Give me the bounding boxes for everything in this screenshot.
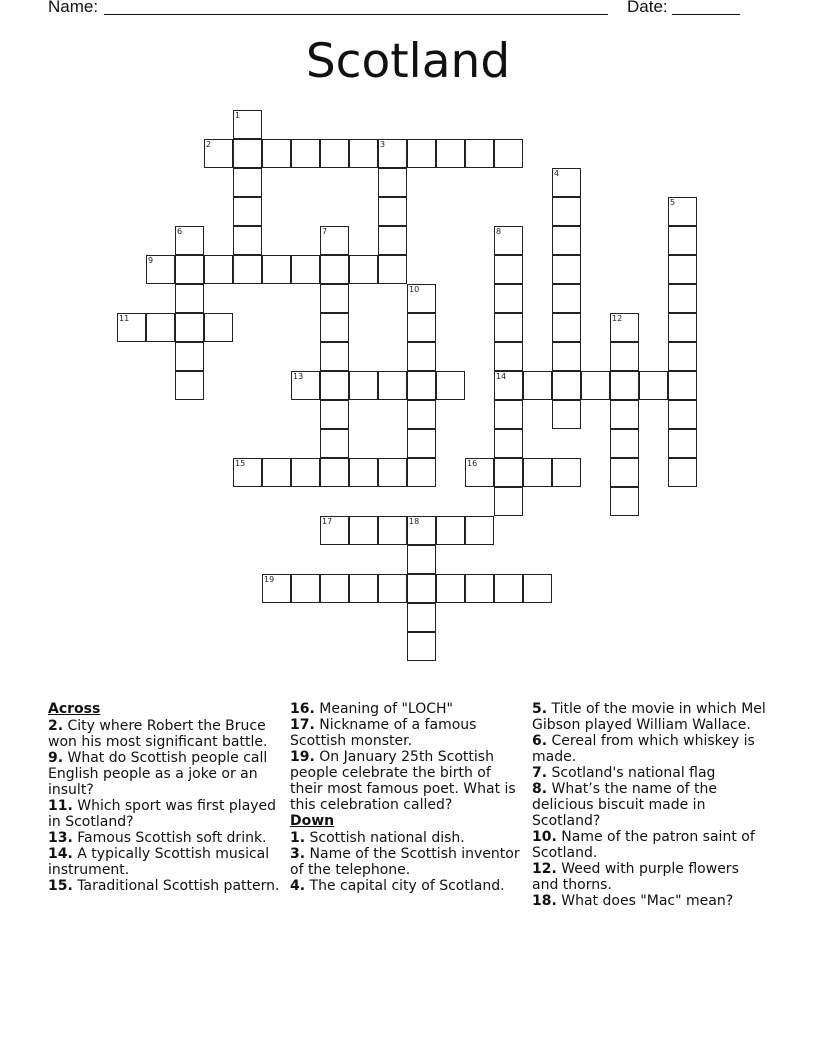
grid-cell[interactable] [465,458,494,487]
grid-cell[interactable] [494,255,523,284]
grid-cell[interactable] [552,371,581,400]
grid-cell[interactable] [610,400,639,429]
clue-across-14 [48,846,280,878]
grid-cell[interactable] [639,371,668,400]
grid-cell[interactable] [175,342,204,371]
grid-cell[interactable] [378,516,407,545]
clue-number-label: 16 [467,459,478,468]
clue-number: 17. [290,717,315,733]
clue-text: Weed with purple flowers and thorns. [532,861,739,893]
clue-number-label: 7 [322,227,328,236]
clue-number-label: 12 [612,314,623,323]
grid-cell[interactable] [320,255,349,284]
grid-cell[interactable] [378,197,407,226]
clue-number-label: 18 [409,517,420,526]
grid-cell[interactable] [407,139,436,168]
grid-cell[interactable] [668,342,697,371]
grid-cell[interactable] [262,574,291,603]
clue-text: Nickname of a famous Scottish monster. [290,717,477,749]
clue-text: Cereal from which whiskey is made. [532,733,755,765]
clue-number: 2. [48,718,64,734]
grid-cell[interactable] [494,371,523,400]
grid-cell[interactable] [320,429,349,458]
clue-text: Meaning of "LOCH" [319,701,453,717]
grid-cell[interactable] [436,516,465,545]
clue-number-label: 2 [206,140,212,149]
clue-down-1 [290,830,522,846]
grid-cell[interactable] [146,313,175,342]
grid-cell[interactable] [494,284,523,313]
grid-cell[interactable] [349,139,378,168]
clue-text: Title of the movie in which Mel Gibson played William Wallace. [532,701,766,733]
grid-cell[interactable] [610,429,639,458]
grid-cell[interactable] [610,371,639,400]
grid-cell[interactable] [494,487,523,516]
clue-number-label: 15 [235,459,246,468]
grid-cell[interactable] [552,255,581,284]
grid-cell[interactable] [320,139,349,168]
clue-number: 6. [532,733,548,749]
grid-cell[interactable] [262,139,291,168]
grid-cell[interactable] [117,313,146,342]
clue-down-10 [532,829,768,861]
clue-text: What’s the name of the delicious biscuit made in Scotland? [532,781,717,829]
grid-cell[interactable] [320,226,349,255]
grid-cell[interactable] [233,226,262,255]
grid-cell[interactable] [378,371,407,400]
puzzle-title: Scotland [305,34,511,89]
grid-cell[interactable] [465,139,494,168]
clue-number: 19. [290,749,315,765]
grid-cell[interactable] [668,313,697,342]
clue-text: What do Scottish people call English people as a joke or an insult? [48,750,268,798]
clue-number-label: 1 [235,111,241,120]
clue-number-label: 17 [322,517,333,526]
grid-cell[interactable] [494,574,523,603]
grid-cell[interactable] [610,487,639,516]
grid-cell[interactable] [494,226,523,255]
grid-cell[interactable] [552,197,581,226]
grid-cell[interactable] [204,139,233,168]
grid-cell[interactable] [407,458,436,487]
clue-text: On January 25th Scottish people celebrate the birth of their most famous poet. What is this celebration called? [290,749,516,813]
grid-cell[interactable] [233,110,262,139]
grid-cell[interactable] [552,284,581,313]
grid-cell[interactable] [407,313,436,342]
clue-number: 7. [532,765,548,781]
grid-cell[interactable] [494,139,523,168]
clue-text: Famous Scottish soft drink. [77,830,267,846]
grid-cell[interactable] [233,458,262,487]
clue-down-7 [532,765,768,781]
grid-cell[interactable] [552,226,581,255]
grid-cell[interactable] [523,458,552,487]
grid-cell[interactable] [320,516,349,545]
grid-cell[interactable] [378,226,407,255]
clue-column-1 [48,701,280,894]
grid-cell[interactable] [407,574,436,603]
clue-across-16 [290,701,522,717]
grid-cell[interactable] [204,313,233,342]
grid-cell[interactable] [320,400,349,429]
clue-number: 1. [290,830,306,846]
clue-text: Which sport was first played in Scotland? [48,798,277,830]
grid-cell[interactable] [378,458,407,487]
clue-down-4 [290,878,522,894]
grid-cell[interactable] [668,371,697,400]
clue-number: 10. [532,829,557,845]
grid-cell[interactable] [610,342,639,371]
grid-cell[interactable] [552,342,581,371]
clue-number: 15. [48,878,73,894]
grid-cell[interactable] [320,342,349,371]
clue-number: 3. [290,846,306,862]
grid-cell[interactable] [668,458,697,487]
grid-cell[interactable] [233,139,262,168]
grid-cell[interactable] [610,458,639,487]
clue-number-label: 11 [119,314,130,323]
grid-cell[interactable] [262,255,291,284]
grid-cell[interactable] [552,458,581,487]
clue-text: A typically Scottish musical instrument. [48,846,270,878]
clue-text: Taraditional Scottish pattern. [77,878,280,894]
clue-down-18 [532,893,768,909]
grid-cell[interactable] [320,458,349,487]
grid-cell[interactable] [378,255,407,284]
down-heading: Down [290,813,335,829]
clue-text: The capital city of Scotland. [309,878,505,894]
grid-cell[interactable] [378,139,407,168]
clue-column-3 [532,701,768,909]
clue-number-label: 4 [554,169,560,178]
grid-cell[interactable] [291,458,320,487]
grid-cell[interactable] [378,574,407,603]
name-label: Name: [48,0,99,16]
grid-cell[interactable] [465,574,494,603]
clue-text: Name of the patron saint of Scotland. [532,829,755,861]
grid-cell[interactable] [668,226,697,255]
grid-cell[interactable] [552,313,581,342]
clue-number-label: 14 [496,372,507,381]
clue-down-6 [532,733,768,765]
clue-number: 12. [532,861,557,877]
grid-cell[interactable] [175,255,204,284]
grid-cell[interactable] [407,603,436,632]
grid-cell[interactable] [494,400,523,429]
grid-cell[interactable] [349,458,378,487]
clue-across-13 [48,830,280,846]
clue-text: City where Robert the Bruce won his most significant battle. [48,718,268,750]
clue-number: 18. [532,893,557,909]
grid-cell[interactable] [146,255,175,284]
grid-cell[interactable] [668,255,697,284]
grid-cell[interactable] [436,574,465,603]
grid-cell[interactable] [349,574,378,603]
clue-text: Scottish national dish. [309,830,465,846]
clue-number: 16. [290,701,315,717]
clue-down-3 [290,846,522,878]
grid-cell[interactable] [407,516,436,545]
grid-cell[interactable] [349,255,378,284]
clue-across-9 [48,750,280,798]
clue-number: 11. [48,798,73,814]
grid-cell[interactable] [233,168,262,197]
clue-number: 8. [532,781,548,797]
clue-down-8 [532,781,768,829]
grid-cell[interactable] [233,197,262,226]
grid-cell[interactable] [291,255,320,284]
clue-number-label: 10 [409,285,420,294]
grid-cell[interactable] [523,574,552,603]
grid-cell[interactable] [320,313,349,342]
clue-down-5 [532,701,768,733]
grid-cell[interactable] [552,168,581,197]
clue-number-label: 19 [264,575,275,584]
grid-cell[interactable] [320,371,349,400]
clue-number-label: 3 [380,140,386,149]
grid-cell[interactable] [407,400,436,429]
clue-across-11 [48,798,280,830]
grid-cell[interactable] [407,429,436,458]
grid-cell[interactable] [175,226,204,255]
grid-cell[interactable] [494,313,523,342]
clue-column-2 [290,701,522,894]
grid-cell[interactable] [436,371,465,400]
grid-cell[interactable] [494,458,523,487]
clue-number: 9. [48,750,64,766]
grid-cell[interactable] [668,400,697,429]
grid-cell[interactable] [320,574,349,603]
grid-cell[interactable] [378,168,407,197]
grid-cell[interactable] [349,371,378,400]
grid-cell[interactable] [407,632,436,661]
clue-down-12 [532,861,768,893]
grid-cell[interactable] [204,255,233,284]
clue-number: 14. [48,846,73,862]
grid-cell[interactable] [523,371,552,400]
grid-cell[interactable] [494,429,523,458]
clue-text: Scotland's national flag [551,765,716,781]
across-heading: Across [48,701,101,717]
clue-number: 4. [290,878,306,894]
grid-cell[interactable] [436,139,465,168]
grid-cell[interactable] [407,371,436,400]
grid-cell[interactable] [407,545,436,574]
clue-number: 13. [48,830,73,846]
clue-number-label: 6 [177,227,183,236]
clue-number: 5. [532,701,548,717]
grid-cell[interactable] [552,400,581,429]
grid-cell[interactable] [668,284,697,313]
grid-cell[interactable] [610,313,639,342]
grid-cell[interactable] [175,371,204,400]
grid-cell[interactable] [291,371,320,400]
grid-cell[interactable] [349,516,378,545]
grid-cell[interactable] [465,516,494,545]
clue-across-17 [290,717,522,749]
clue-number-label: 13 [293,372,304,381]
grid-cell[interactable] [291,139,320,168]
grid-cell[interactable] [262,458,291,487]
grid-cell[interactable] [233,255,262,284]
grid-cell[interactable] [175,313,204,342]
clue-number-label: 9 [148,256,154,265]
clue-text: What does "Mac" mean? [561,893,734,909]
clue-number-label: 5 [670,198,676,207]
grid-cell[interactable] [291,574,320,603]
grid-cell[interactable] [581,371,610,400]
grid-cell[interactable] [175,284,204,313]
grid-cell[interactable] [407,284,436,313]
clue-text: Name of the Scottish inventor of the telephone. [290,846,520,878]
clue-across-2 [48,718,280,750]
clue-across-19 [290,749,522,813]
grid-cell[interactable] [320,284,349,313]
grid-cell[interactable] [668,197,697,226]
grid-cell[interactable] [668,429,697,458]
grid-cell[interactable] [407,342,436,371]
date-label: Date: [627,0,668,16]
clue-number-label: 8 [496,227,502,236]
grid-cell[interactable] [494,342,523,371]
clue-across-15 [48,878,280,894]
